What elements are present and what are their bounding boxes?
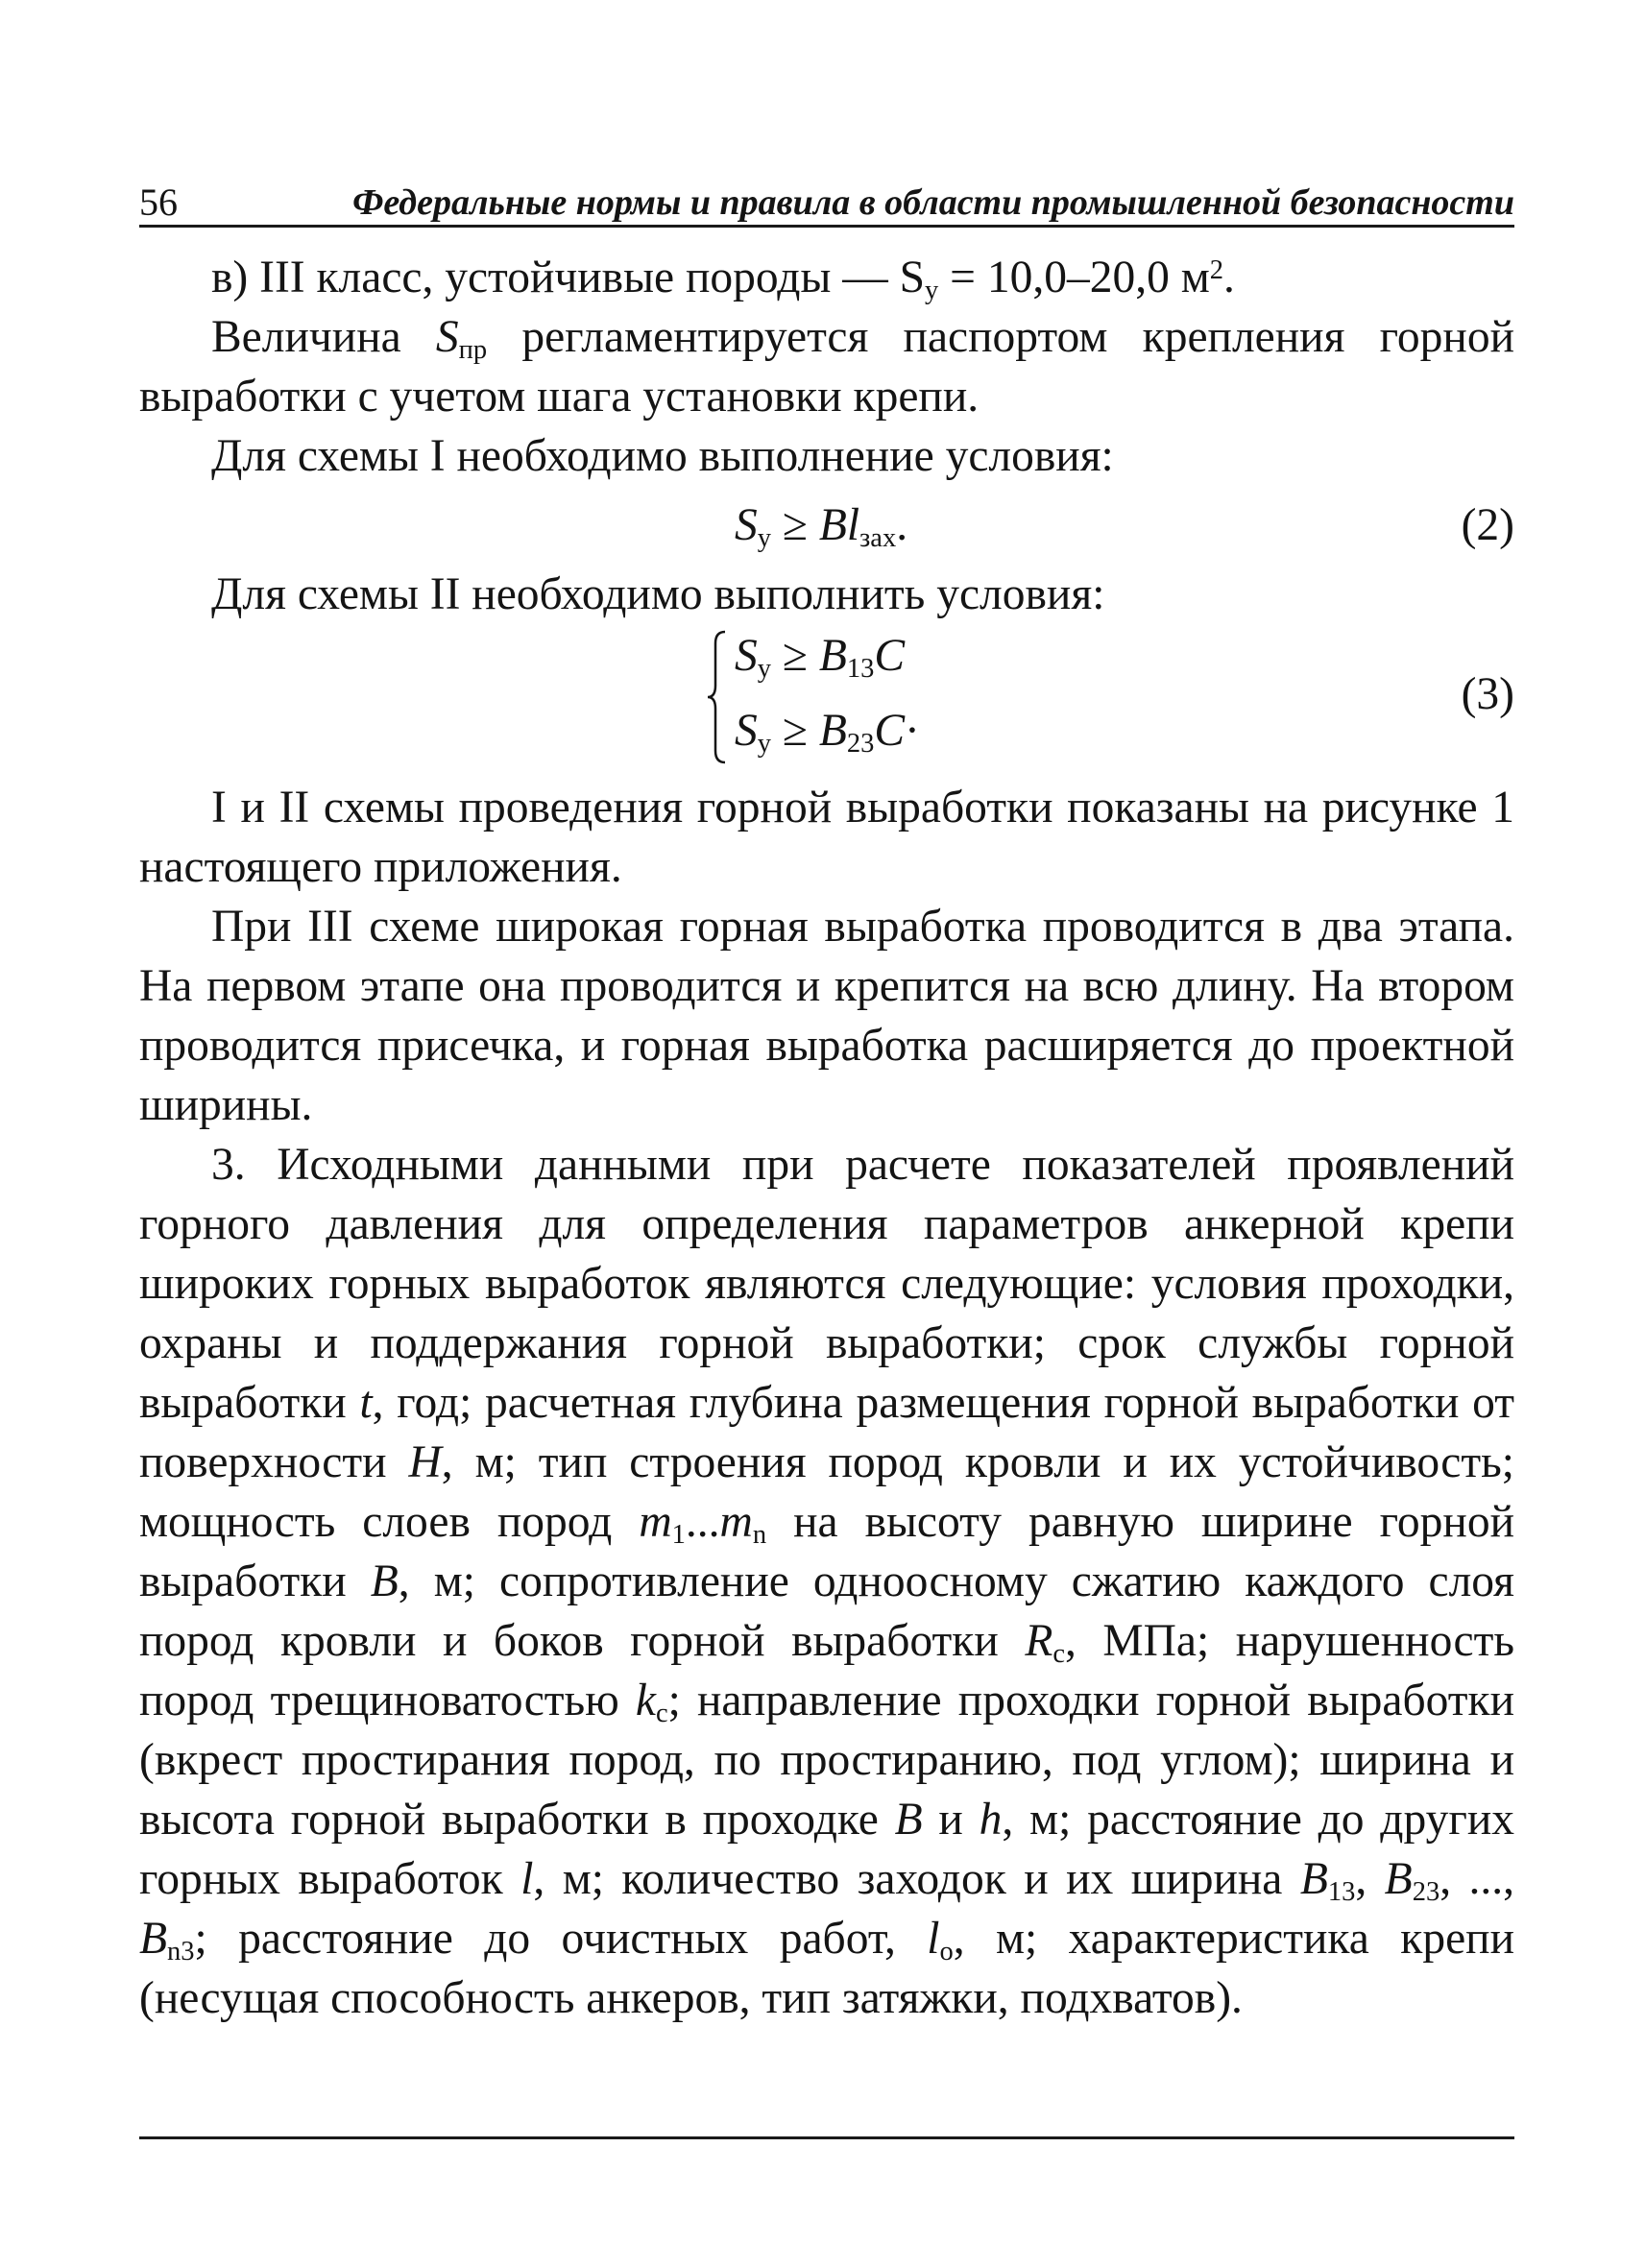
paragraph-scheme-2: Для схемы II необходимо выполнить условия:	[211, 569, 1105, 619]
equation-2-body: $S_у \ge Bl_{зах}$.	[735, 500, 908, 554]
body-text	[139, 248, 1514, 2028]
paragraph-input-data: 3. Исходными данными при расчете показателей проявлений горного давления для определения параметров анкерной крепи широких горных выработок являются следующие: условия проходки, охраны и поддержания горной выработки; срок службы горной выработки t, год; расчетная глубина размещения горной выработки от поверхности H, м; тип строения пород кровли и их устойчивость; мощность слоев пород $m_1...m_n$ на высоту равную ширине горной выработки B, м; сопротивление одноосному сжатию каждого слоя пород кровли и боков горной выработки $R_c$, МПа; нарушенность пород трещиноватостью $k_c$; направление проходки горной выработки (вкрест простирания пород, по простиранию, под углом); ширина и высота горной выработки в проходке B и h, м; расстояние до других горных выработок l, м; количество заходок и их ширина $B_{13}$, $B_{23}$, ..., $B_{n3}$; расстояние до очистных работ, $l_o$, м; характеристика крепи (несущая способность анкеров, тип затяжки, подхватов).	[139, 1140, 1515, 2023]
paragraph-figure-ref: I и II схемы проведения горной выработки показаны на рисунке 1 настоящего приложения.	[139, 783, 1514, 892]
equation-3	[139, 624, 1514, 778]
page-header	[139, 181, 1514, 228]
page-number: 56	[139, 181, 178, 224]
equation-3-line-2: $S_y \ge B_{23}C\cdot$	[735, 706, 920, 760]
left-brace	[706, 630, 727, 764]
running-title: Федеральные нормы и правила в области промышленной безопасности	[352, 182, 1514, 223]
equation-3-number: (3)	[1461, 669, 1514, 719]
paragraph-scheme-1: Для схемы I необходимо выполнение условия:	[211, 431, 1114, 481]
equation-2-number: (2)	[1461, 500, 1514, 550]
equation-2	[139, 486, 1514, 565]
footer-rule	[139, 2136, 1514, 2139]
paragraph-scheme-3: При III схеме широкая горная выработка проводится в два этапа. На первом этапе она проводится и крепится на всю длину. На втором проводится присечка, и горная выработка расширяется до проектной ширины.	[139, 902, 1514, 1130]
equation-3-line-1: $S_y \ge B_{13}C$	[735, 631, 906, 685]
paragraph-spr: Величина $S_{пр}$ регламентируется паспортом крепления горной выработки с учетом шага установки крепи.	[139, 312, 1515, 422]
paragraph-class-iii: в) III класс, устойчивые породы — $S_у = 10,0-20,0$ $м^2$.	[211, 253, 1235, 306]
